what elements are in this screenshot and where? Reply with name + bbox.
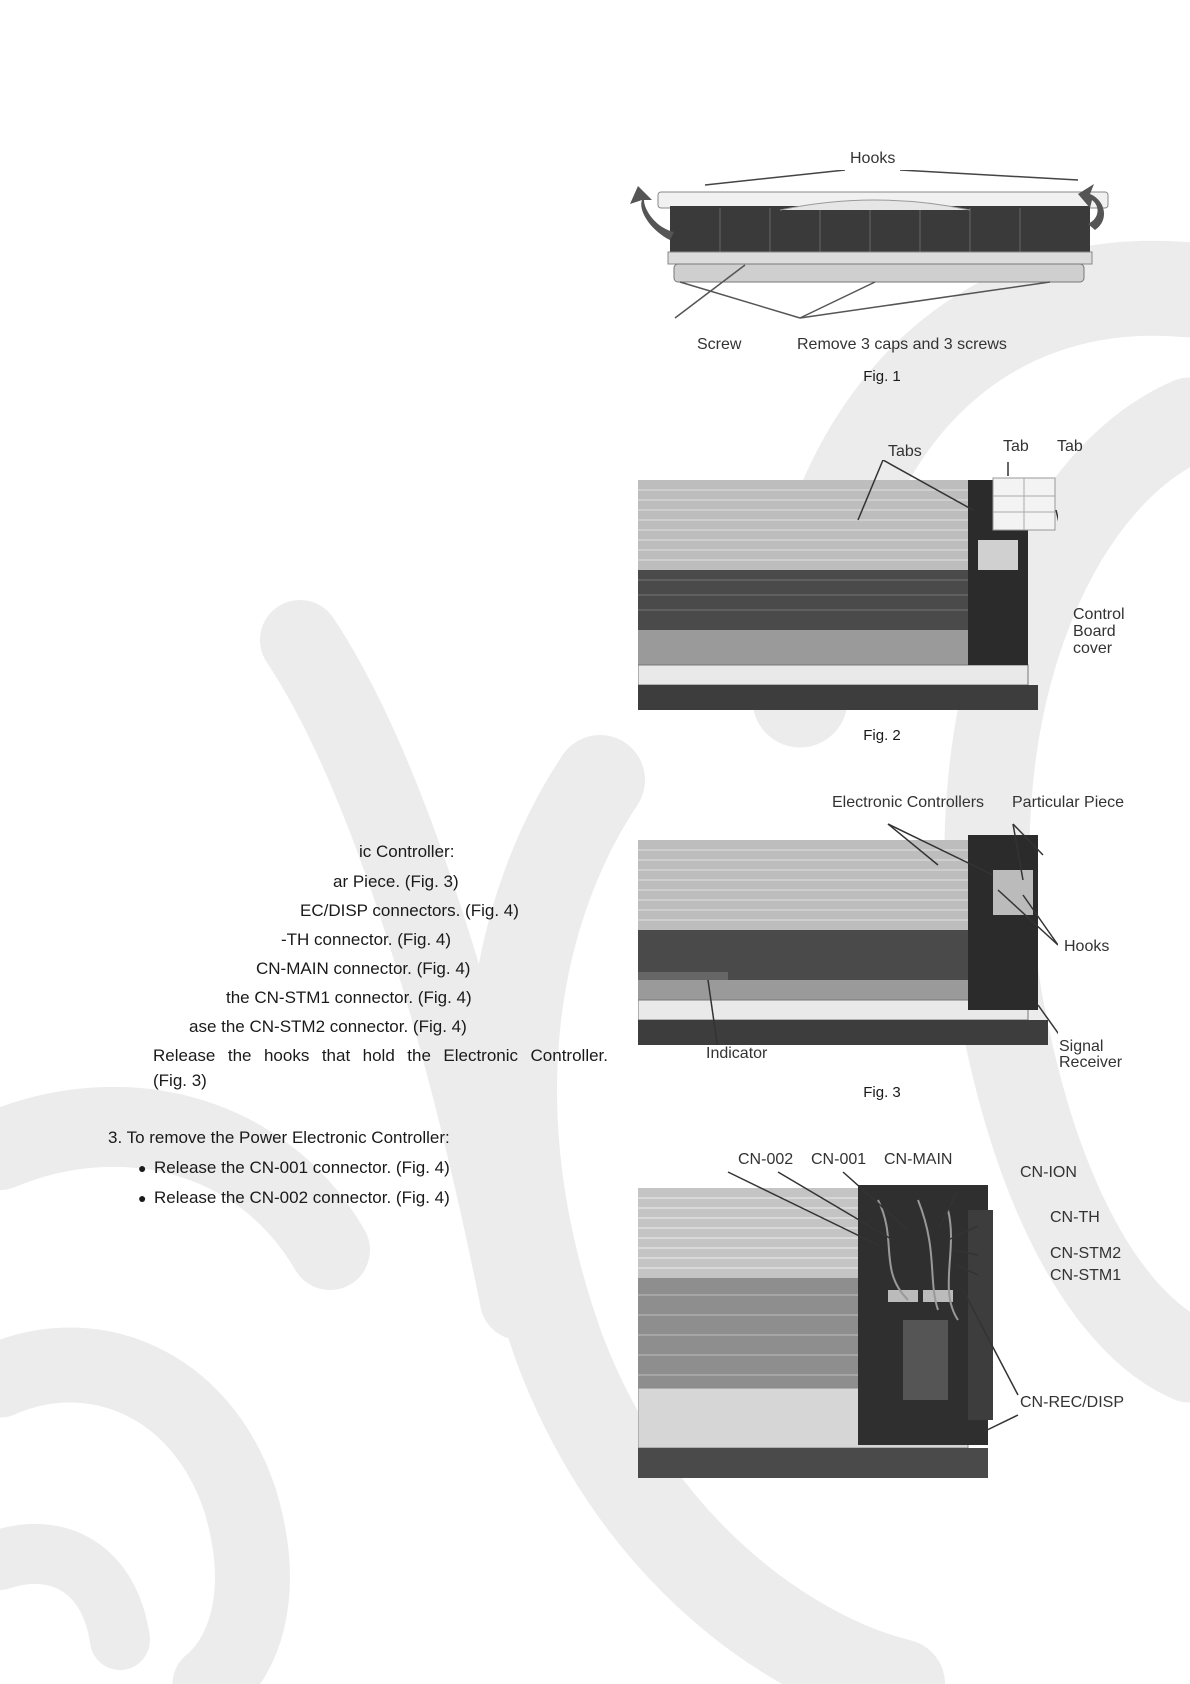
fig4-cnmain-label: CN-MAIN bbox=[884, 1151, 953, 1168]
section3-bullet-2-text: Release the CN-002 connector. (Fig. 4) bbox=[154, 1188, 450, 1207]
section2-line-6: the CN-STM1 connector. (Fig. 4) bbox=[226, 988, 472, 1007]
fig3-caption: Fig. 3 bbox=[863, 1084, 901, 1101]
section3-bullet-1 bbox=[138, 1158, 450, 1178]
fig3-photo bbox=[638, 820, 1058, 1045]
fig2-cover-label-3: cover bbox=[1073, 640, 1113, 657]
fig4-photo bbox=[638, 1170, 1058, 1510]
bullet-icon: ● bbox=[138, 1190, 147, 1206]
section2-last-line-cont: (Fig. 3) bbox=[153, 1071, 207, 1090]
fig3-particular-label: Particular Piece bbox=[1012, 794, 1125, 811]
fig3-indicator-label: Indicator bbox=[706, 1045, 768, 1062]
fig3-electronic-label: Electronic Controllers bbox=[832, 794, 985, 811]
fig4-cn001-label: CN-001 bbox=[811, 1151, 867, 1168]
section2-line-5: CN-MAIN connector. (Fig. 4) bbox=[256, 959, 471, 978]
section3-bullet-2 bbox=[138, 1188, 450, 1208]
section2-line-3: EC/DISP connectors. (Fig. 4) bbox=[300, 901, 519, 920]
section2-line-2: ar Piece. (Fig. 3) bbox=[333, 872, 459, 891]
fig4-cnth-label: CN-TH bbox=[1050, 1209, 1100, 1226]
fig1-caps-label: Remove 3 caps and 3 screws bbox=[797, 336, 1007, 353]
section2-last-line: Release the hooks that hold the Electronic Controller. bbox=[153, 1046, 608, 1065]
section3-heading: 3. To remove the Power Electronic Controller: bbox=[108, 1128, 450, 1147]
fig4-cnstm2-label: CN-STM2 bbox=[1050, 1245, 1122, 1262]
fig2-tabs-label: Tabs bbox=[888, 443, 922, 460]
fig4-cnrec-label: CN-REC/DISP bbox=[1020, 1394, 1125, 1411]
section3-bullet-1-text: Release the CN-001 connector. (Fig. 4) bbox=[154, 1158, 450, 1177]
fig2-photo bbox=[638, 460, 1058, 710]
fig2-caption: Fig. 2 bbox=[863, 727, 901, 744]
fig1-caption: Fig. 1 bbox=[863, 368, 901, 385]
fig2-cover-label-2: Board bbox=[1073, 623, 1116, 640]
bullet-icon: ● bbox=[138, 1160, 147, 1176]
fig1-screw-label: Screw bbox=[697, 336, 742, 353]
fig3-signal-label-1: Signal bbox=[1059, 1038, 1104, 1055]
section2-line-4: -TH connector. (Fig. 4) bbox=[281, 930, 452, 949]
fig4-cnion-label: CN-ION bbox=[1020, 1164, 1077, 1181]
fig2-tab2-label: Tab bbox=[1057, 438, 1083, 455]
fig1-photo bbox=[630, 170, 1130, 340]
fig2-tab1-label: Tab bbox=[1003, 438, 1029, 455]
fig1-hooks-label: Hooks bbox=[850, 150, 896, 167]
fig2-cover-label-1: Control bbox=[1073, 606, 1125, 623]
fig4-cnstm1-label: CN-STM1 bbox=[1050, 1267, 1122, 1284]
section2-line-1: ic Controller: bbox=[359, 842, 455, 861]
fig3-hooks-label: Hooks bbox=[1064, 938, 1110, 955]
fig3-signal-label-2: Receiver bbox=[1059, 1054, 1123, 1071]
fig4-cn002-label: CN-002 bbox=[738, 1151, 794, 1168]
section2-line-7: ase the CN-STM2 connector. (Fig. 4) bbox=[189, 1017, 467, 1036]
